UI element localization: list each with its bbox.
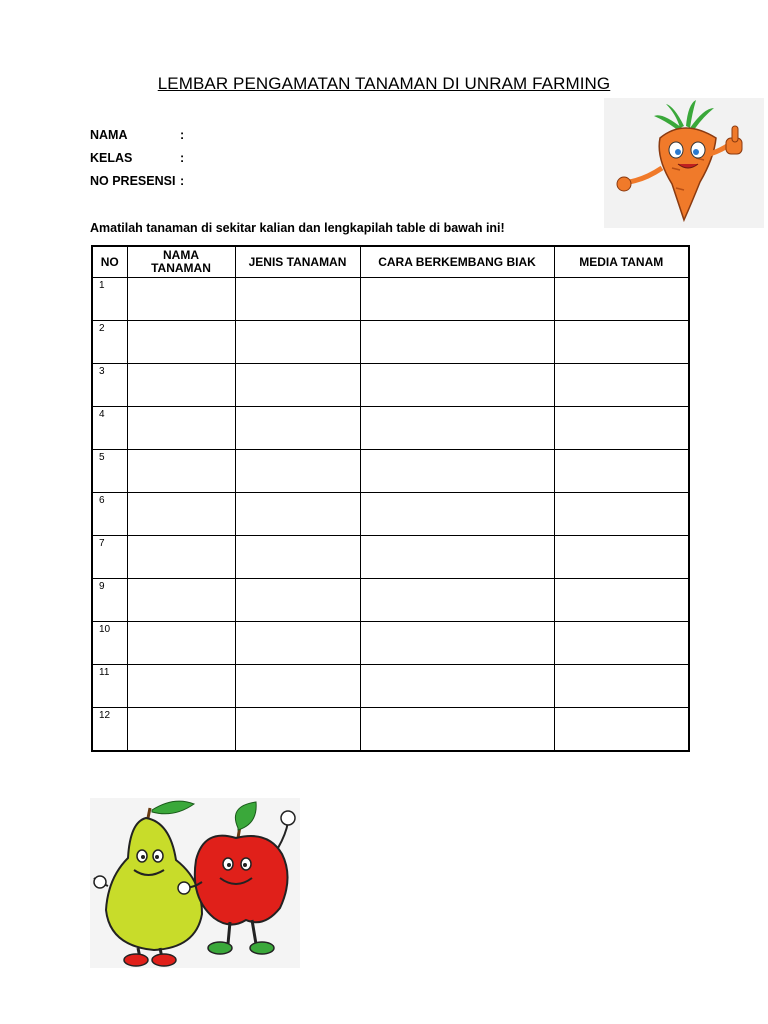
cara-berkembang-biak-cell[interactable] bbox=[360, 493, 554, 536]
nama-tanaman-cell[interactable] bbox=[127, 665, 235, 708]
row-number: 7 bbox=[92, 536, 127, 579]
nama-tanaman-cell[interactable] bbox=[127, 407, 235, 450]
cara-berkembang-biak-cell[interactable] bbox=[360, 364, 554, 407]
cara-berkembang-biak-cell[interactable] bbox=[360, 579, 554, 622]
row-number: 6 bbox=[92, 493, 127, 536]
jenis-tanaman-cell[interactable] bbox=[235, 708, 360, 752]
table-header-row bbox=[92, 246, 689, 278]
jenis-tanaman-cell[interactable] bbox=[235, 536, 360, 579]
header-nama-line1: NAMA bbox=[163, 248, 199, 262]
nama-tanaman-cell[interactable] bbox=[127, 493, 235, 536]
media-tanam-cell[interactable] bbox=[554, 493, 689, 536]
media-tanam-cell[interactable] bbox=[554, 708, 689, 752]
cara-berkembang-biak-cell[interactable] bbox=[360, 536, 554, 579]
jenis-tanaman-cell[interactable] bbox=[235, 407, 360, 450]
jenis-tanaman-cell[interactable] bbox=[235, 321, 360, 364]
field-nama-colon: : bbox=[180, 128, 185, 142]
row-number: 2 bbox=[92, 321, 127, 364]
nama-tanaman-cell[interactable] bbox=[127, 321, 235, 364]
table-row bbox=[92, 579, 689, 622]
field-no-presensi-colon: : bbox=[180, 174, 185, 188]
table-row bbox=[92, 622, 689, 665]
carrot-illustration bbox=[604, 98, 764, 228]
field-no-presensi bbox=[90, 174, 184, 188]
cara-berkembang-biak-cell[interactable] bbox=[360, 407, 554, 450]
table-body bbox=[92, 278, 689, 752]
table-row bbox=[92, 665, 689, 708]
media-tanam-cell[interactable] bbox=[554, 536, 689, 579]
field-kelas-label: KELAS bbox=[90, 151, 133, 165]
table-row bbox=[92, 493, 689, 536]
header-nama-line2: TANAMAN bbox=[151, 261, 211, 275]
media-tanam-cell[interactable] bbox=[554, 321, 689, 364]
table-row bbox=[92, 708, 689, 752]
jenis-tanaman-cell[interactable] bbox=[235, 493, 360, 536]
row-number: 5 bbox=[92, 450, 127, 493]
cara-berkembang-biak-cell[interactable] bbox=[360, 622, 554, 665]
jenis-tanaman-cell[interactable] bbox=[235, 450, 360, 493]
nama-tanaman-cell[interactable] bbox=[127, 579, 235, 622]
cara-berkembang-biak-cell[interactable] bbox=[360, 321, 554, 364]
cara-berkembang-biak-cell[interactable] bbox=[360, 278, 554, 321]
nama-tanaman-cell[interactable] bbox=[127, 450, 235, 493]
cara-berkembang-biak-cell[interactable] bbox=[360, 708, 554, 752]
row-number: 4 bbox=[92, 407, 127, 450]
jenis-tanaman-cell[interactable] bbox=[235, 278, 360, 321]
row-number: 11 bbox=[92, 665, 127, 708]
nama-tanaman-cell[interactable] bbox=[127, 364, 235, 407]
header-media-tanam: MEDIA TANAM bbox=[554, 246, 689, 278]
header-cara-berkembang-biak: CARA BERKEMBANG BIAK bbox=[360, 246, 554, 278]
media-tanam-cell[interactable] bbox=[554, 364, 689, 407]
row-number: 3 bbox=[92, 364, 127, 407]
media-tanam-cell[interactable] bbox=[554, 407, 689, 450]
header-jenis-tanaman: JENIS TANAMAN bbox=[235, 246, 360, 278]
row-number: 9 bbox=[92, 579, 127, 622]
pear-apple-illustration bbox=[90, 798, 300, 968]
header-no: NO bbox=[92, 246, 127, 278]
field-nama-label: NAMA bbox=[90, 128, 128, 142]
cara-berkembang-biak-cell[interactable] bbox=[360, 450, 554, 493]
page-title: LEMBAR PENGAMATAN TANAMAN DI UNRAM FARMING bbox=[157, 74, 611, 93]
header-nama-tanaman bbox=[127, 246, 235, 278]
jenis-tanaman-cell[interactable] bbox=[235, 665, 360, 708]
table-row bbox=[92, 364, 689, 407]
nama-tanaman-cell[interactable] bbox=[127, 278, 235, 321]
row-number: 1 bbox=[92, 278, 127, 321]
jenis-tanaman-cell[interactable] bbox=[235, 622, 360, 665]
table-row bbox=[92, 278, 689, 321]
nama-tanaman-cell[interactable] bbox=[127, 536, 235, 579]
field-kelas-colon: : bbox=[180, 151, 185, 165]
field-nama bbox=[90, 128, 184, 142]
field-kelas bbox=[90, 151, 184, 165]
media-tanam-cell[interactable] bbox=[554, 665, 689, 708]
jenis-tanaman-cell[interactable] bbox=[235, 364, 360, 407]
media-tanam-cell[interactable] bbox=[554, 579, 689, 622]
table-row bbox=[92, 407, 689, 450]
jenis-tanaman-cell[interactable] bbox=[235, 579, 360, 622]
row-number: 12 bbox=[92, 708, 127, 752]
nama-tanaman-cell[interactable] bbox=[127, 622, 235, 665]
nama-tanaman-cell[interactable] bbox=[127, 708, 235, 752]
field-no-presensi-label: NO PRESENSI bbox=[90, 174, 176, 188]
row-number: 10 bbox=[92, 622, 127, 665]
media-tanam-cell[interactable] bbox=[554, 450, 689, 493]
media-tanam-cell[interactable] bbox=[554, 622, 689, 665]
table-row bbox=[92, 321, 689, 364]
instruction-text: Amatilah tanaman di sekitar kalian dan lengkapilah table di bawah ini! bbox=[90, 221, 505, 235]
cara-berkembang-biak-cell[interactable] bbox=[360, 665, 554, 708]
observation-table bbox=[91, 245, 690, 752]
table-row bbox=[92, 536, 689, 579]
media-tanam-cell[interactable] bbox=[554, 278, 689, 321]
table-row bbox=[92, 450, 689, 493]
